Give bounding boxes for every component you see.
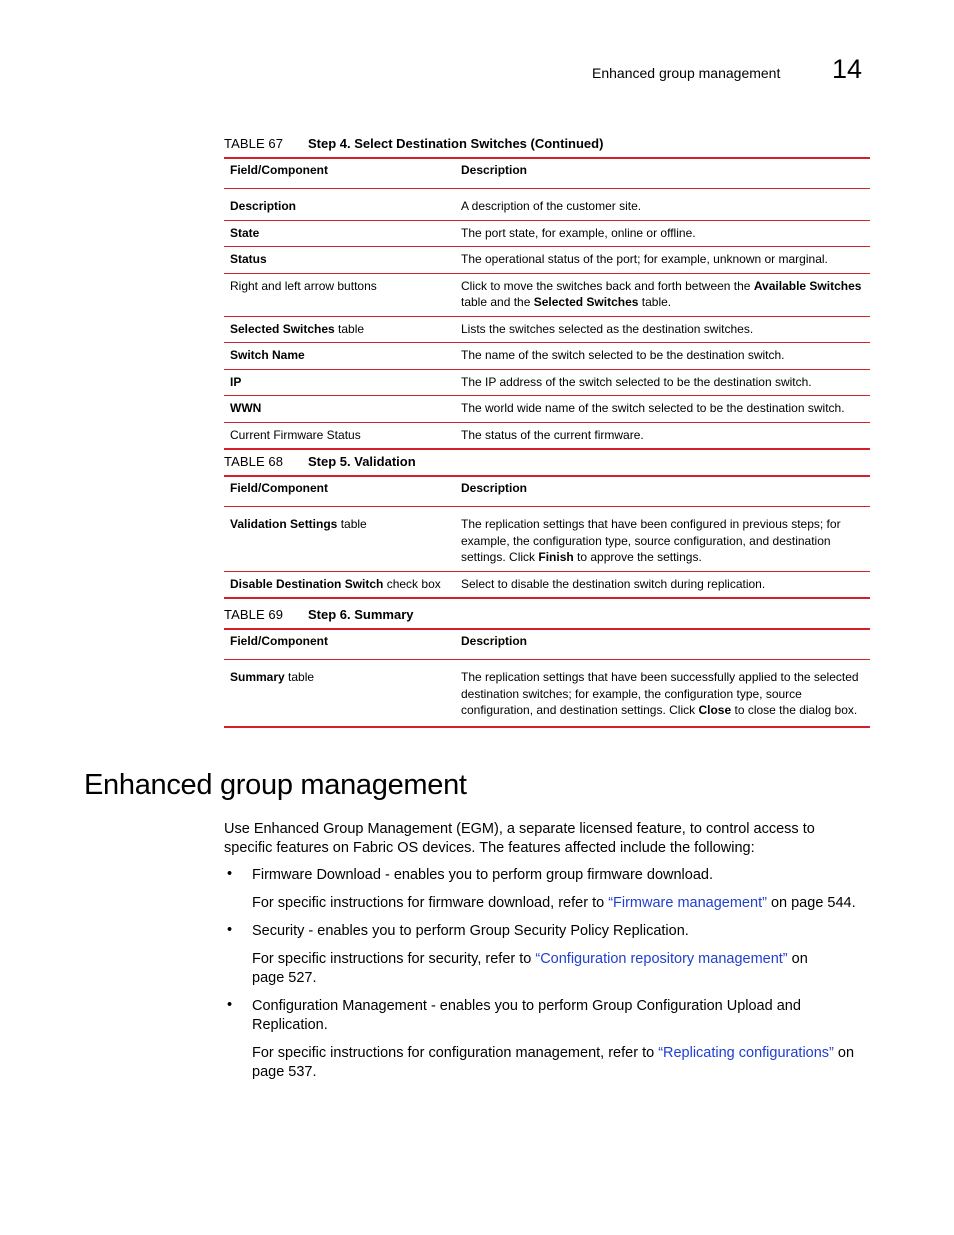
table-67	[224, 157, 870, 450]
field-cell	[224, 220, 455, 247]
table-row	[224, 316, 870, 343]
field-cell: Summary table	[230, 670, 315, 684]
description-cell: The replication settings that have been configured in previous steps; for example, the configuration type, source configuration, and destination settings. Click Finish to approve the settings.	[461, 517, 841, 564]
table-label: TABLE 67	[224, 136, 284, 151]
column-header: Field/Component	[224, 629, 455, 660]
table-row	[224, 343, 870, 370]
table-68	[224, 475, 870, 599]
field-cell: Current Firmware Status	[224, 422, 455, 449]
table-row	[224, 660, 870, 727]
field-cell: Right and left arrow buttons	[224, 273, 455, 316]
field-cell	[224, 189, 455, 221]
ui-term: Finish	[538, 550, 574, 564]
ui-term: Close	[698, 703, 732, 717]
table-row	[224, 396, 870, 423]
field-name: Summary	[230, 670, 285, 684]
description-cell: Select to disable the destination switch during replication.	[455, 571, 870, 598]
intro-paragraph: Use Enhanced Group Management (EGM), a separate licensed feature, to control access to specific features on Fabric OS devices. The features affected include the following:	[224, 821, 815, 856]
field-cell: Selected Switches table	[224, 316, 455, 343]
list-item: Configuration Management - enables you to perform Group Configuration Upload and Replication.	[252, 998, 801, 1033]
description-cell: The name of the switch selected to be the destination switch.	[455, 343, 870, 370]
cross-reference-paragraph: For specific instructions for configuration management, refer to “Replicating configurations” on page 537.	[252, 1045, 855, 1080]
xref-link-configuration-repository-management[interactable]: “Configuration repository management”	[535, 951, 788, 967]
chapter-number: 14	[832, 54, 863, 84]
column-header: Description	[455, 476, 870, 507]
field-cell	[224, 369, 455, 396]
table-row	[224, 422, 870, 449]
description-cell: Click to move the switches back and forth between the Available Switches table and the Selected Switches table.	[455, 273, 870, 316]
field-name: Selected Switches	[230, 321, 335, 336]
table-header-row	[224, 476, 870, 507]
table-header-row	[224, 158, 870, 189]
table-title: Step 6. Summary	[308, 607, 414, 622]
column-header: Field/Component	[224, 476, 455, 507]
description-cell: The replication settings that have been successfully applied to the selected destination switches; for example, the configuration type, source configuration, and destination settings. Click Close to close the dialog box.	[461, 670, 859, 717]
table-row	[224, 220, 870, 247]
table-label: TABLE 68	[224, 454, 284, 469]
description-cell: The status of the current firmware.	[455, 422, 870, 449]
description-cell: The operational status of the port; for example, unknown or marginal.	[455, 247, 870, 274]
list-item: Security - enables you to perform Group Security Policy Replication.	[252, 923, 689, 939]
field-cell	[224, 247, 455, 274]
bullet-marker: •	[227, 922, 233, 938]
xref-link-replicating-configurations[interactable]: “Replicating configurations”	[658, 1045, 834, 1061]
field-name: Description	[230, 199, 297, 213]
list-item: Firmware Download - enables you to perform group firmware download.	[252, 867, 713, 883]
table-row	[224, 189, 870, 221]
running-header-title: Enhanced group management	[592, 65, 781, 81]
ui-term: Selected Switches	[533, 295, 639, 309]
field-name: Status	[230, 252, 267, 266]
table-row	[224, 273, 870, 316]
column-header: Description	[455, 158, 870, 189]
field-name: Validation Settings	[230, 517, 338, 531]
field-cell	[224, 396, 455, 423]
field-cell	[224, 343, 455, 370]
table-title: Step 5. Validation	[308, 454, 416, 469]
table-68-caption	[224, 454, 416, 469]
description-cell: A description of the customer site.	[461, 199, 642, 213]
description-cell: The port state, for example, online or offline.	[455, 220, 870, 247]
field-name: Switch Name	[230, 348, 305, 362]
table-header-row	[224, 629, 870, 660]
field-cell: Validation Settings table	[230, 517, 367, 531]
xref-link-firmware-management[interactable]: “Firmware management”	[608, 895, 767, 911]
cross-reference-paragraph: For specific instructions for firmware download, refer to “Firmware management” on page 544.	[252, 895, 856, 911]
field-name: Disable Destination Switch	[230, 576, 384, 591]
cross-reference-paragraph: For specific instructions for security, refer to “Configuration repository management” on page 527.	[252, 951, 808, 986]
table-69	[224, 628, 870, 728]
column-header: Description	[455, 629, 870, 660]
description-cell: Lists the switches selected as the destination switches.	[455, 316, 870, 343]
table-row	[224, 571, 870, 598]
column-header: Field/Component	[224, 158, 455, 189]
field-name: State	[230, 225, 260, 240]
table-title: Step 4. Select Destination Switches (Continued)	[308, 136, 604, 151]
table-row	[224, 247, 870, 274]
section-heading: Enhanced group management	[84, 769, 467, 801]
field-name: IP	[230, 374, 242, 389]
table-row	[224, 507, 870, 572]
table-row	[224, 369, 870, 396]
table-67-caption	[224, 136, 603, 151]
field-name: WWN	[230, 401, 262, 415]
ui-term: Available Switches	[753, 278, 862, 293]
table-label: TABLE 69	[224, 607, 284, 622]
description-cell: The IP address of the switch selected to be the destination switch.	[455, 369, 870, 396]
field-cell: Disable Destination Switch check box	[224, 571, 455, 598]
table-69-caption	[224, 607, 414, 622]
bullet-marker: •	[227, 997, 233, 1013]
bullet-marker: •	[227, 866, 233, 882]
description-cell: The world wide name of the switch selected to be the destination switch.	[455, 396, 870, 423]
